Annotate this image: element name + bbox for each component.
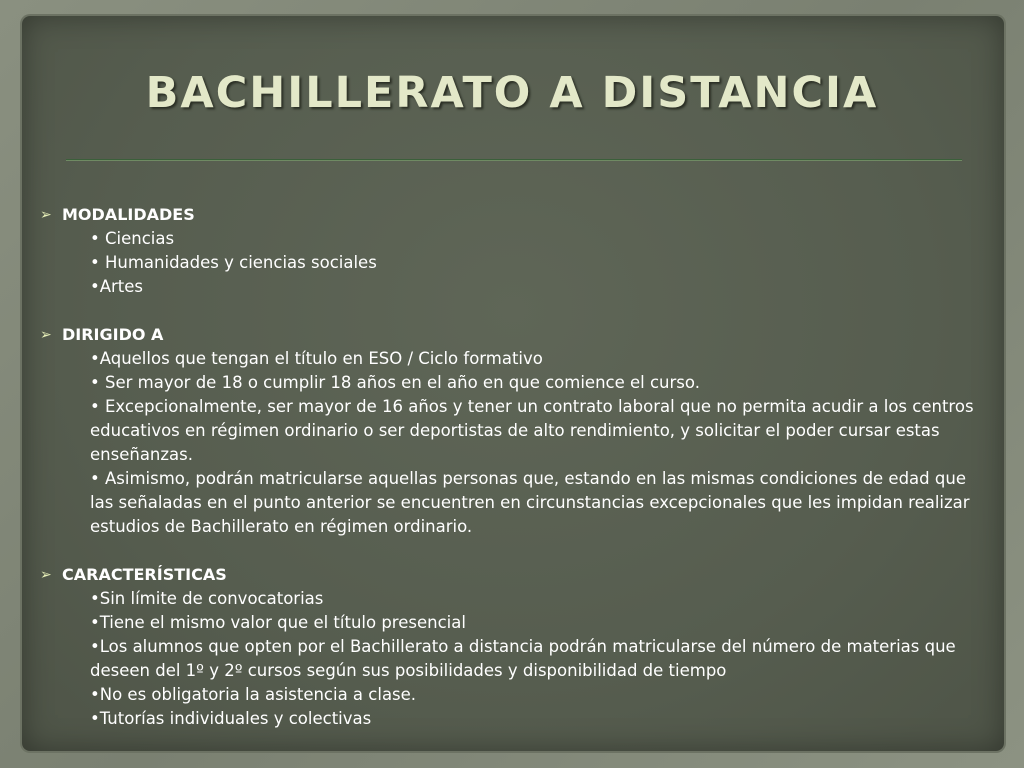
list-item: •Los alumnos que opten por el Bachillerato a distancia podrán matricularse del número de materias que deseen del 1º y 2º cursos según sus posibilidades y disponibilidad de tiempo bbox=[90, 637, 956, 680]
slide-content bbox=[40, 203, 980, 755]
section-items bbox=[90, 347, 980, 539]
section-caracteristicas bbox=[40, 563, 980, 731]
list-item: • Humanidades y ciencias sociales bbox=[90, 253, 377, 272]
list-item: •Sin límite de convocatorias bbox=[90, 589, 324, 608]
section-heading bbox=[40, 323, 980, 347]
section-heading-label: DIRIGIDO A bbox=[62, 325, 164, 344]
slide-title: BACHILLERATO A DISTANCIA bbox=[145, 68, 879, 118]
arrow-bullet-icon: ➢ bbox=[40, 567, 52, 583]
list-item: •Aquellos que tengan el título en ESO / Ciclo formativo bbox=[90, 349, 543, 368]
arrow-bullet-icon: ➢ bbox=[40, 327, 52, 343]
section-heading-label: CARACTERÍSTICAS bbox=[62, 565, 227, 584]
arrow-bullet-icon: ➢ bbox=[40, 207, 52, 223]
list-item: • Ser mayor de 18 o cumplir 18 años en el año en que comience el curso. bbox=[90, 373, 700, 392]
section-items bbox=[90, 587, 980, 731]
section-heading bbox=[40, 563, 980, 587]
list-item: •Tiene el mismo valor que el título presencial bbox=[90, 613, 466, 632]
section-items bbox=[90, 227, 980, 299]
section-heading bbox=[40, 203, 980, 227]
list-item: • Asimismo, podrán matricularse aquellas personas que, estando en las mismas condiciones de edad que las señaladas en el punto anterior se encuentren en circunstancias excepcionales que les impidan realizar estudios de Bachillerato en régimen ordinario. bbox=[90, 469, 970, 536]
title-divider bbox=[66, 159, 962, 160]
list-item: • Ciencias bbox=[90, 229, 175, 248]
list-item: • Excepcionalmente, ser mayor de 16 años y tener un contrato laboral que no permita acudir a los centros educativos en régimen ordinario o ser deportistas de alto rendimiento, y solicitar el poder cursar estas enseñanzas. bbox=[90, 397, 974, 464]
list-item: •No es obligatoria la asistencia a clase. bbox=[90, 685, 417, 704]
list-item: •Artes bbox=[90, 277, 144, 296]
section-heading-label: MODALIDADES bbox=[62, 205, 195, 224]
section-dirigido-a bbox=[40, 323, 980, 539]
list-item: •Tutorías individuales y colectivas bbox=[90, 709, 372, 728]
section-modalidades bbox=[40, 203, 980, 299]
